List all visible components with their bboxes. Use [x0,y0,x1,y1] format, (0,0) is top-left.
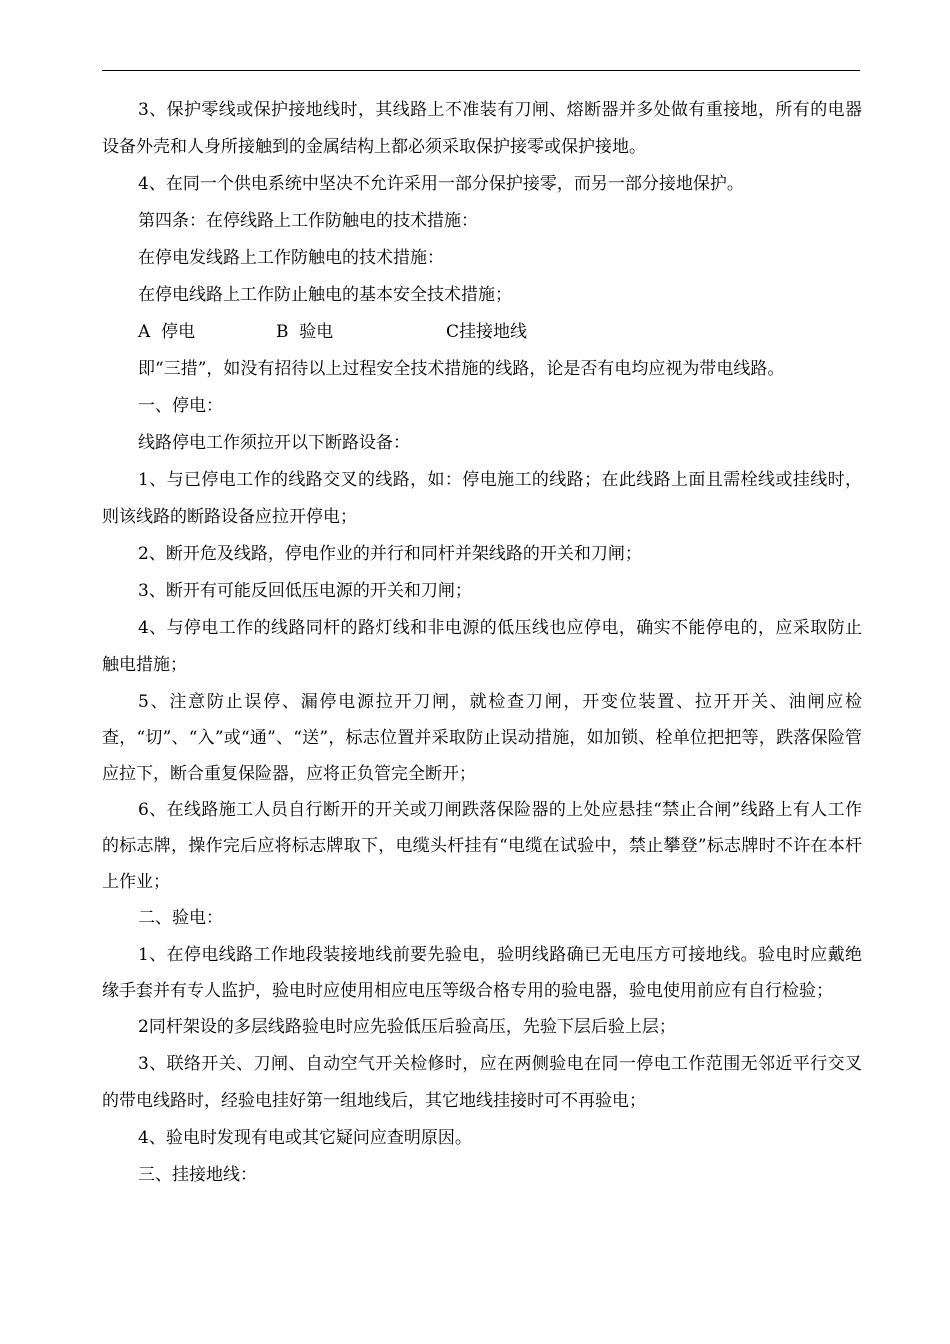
list-item: 3、联络开关、刀闸、自动空气开关检修时，应在两侧验电在同一停电工作范围无邻近平行交叉的带电线路时，经验电挂好第一组地线后，其它地线挂接时可不再验电； [102,1054,862,1111]
list-item: 4、与停电工作的线路同杆的路灯线和非电源的低压线也应停电，确实不能停电的，应采取防止触电措施； [102,618,862,675]
document-body [102,92,862,1194]
paragraph: 在停电线路上工作防止触电的基本安全技术措施； [138,285,512,305]
section-heading: 三、挂接地线： [138,1165,257,1185]
paragraph: 3、保护零线或保护接地线时，其线路上不准装有刀闸、熔断器并多处做有重接地，所有的电器设备外壳和人身所接触到的金属结构上都必须采取保护接零或保护接地。 [102,100,862,157]
option-b: B 验电 [276,322,334,342]
paragraph: 4、在同一个供电系统中坚决不允许采用一部分保护接零，而另一部分接地保护。 [138,174,744,194]
section-heading: 二、验电： [138,908,223,928]
header-rule [102,70,860,71]
paragraph: 在停电发线路上工作防触电的技术措施： [138,248,444,268]
list-item: 5、注意防止误停、漏停电源拉开刀闸，就检查刀闸，开变位装置、拉开开关、油闸应检查，“切”、“入”或“通”、“送”，标志位置并采取防止误动措施，如加锁、栓单位把把等，跌落保险管应拉下，断合重复保险器，应将正负管完全断开； [102,692,862,784]
list-item: 4、验电时发现有电或其它疑问应查明原因。 [138,1128,472,1148]
paragraph: 即“三措”，如没有招待以上过程安全技术措施的线路，论是否有电均应视为带电线路。 [138,359,785,379]
option-c: C挂接地线 [446,322,528,342]
list-item: 1、在停电线路工作地段装接地线前要先验电，验明线路确已无电压方可接地线。验电时应戴绝缘手套并有专人监护，验电时应使用相应电压等级合格专用的验电器，验电使用前应有自行检验； [102,945,862,1001]
option-a: A 停电 [138,322,196,342]
list-item: 3、断开有可能反回低压电源的开关和刀闸； [138,581,472,601]
paragraph: 线路停电工作须拉开以下断路设备： [138,433,410,453]
section-heading: 第四条：在停线路上工作防触电的技术措施： [138,211,478,231]
list-item: 2、断开危及线路，停电作业的并行和同杆并架线路的开关和刀闸； [138,544,642,564]
list-item: 1、与已停电工作的线路交叉的线路，如：停电施工的线路；在此线路上面且需栓线或挂线时，则该线路的断路设备应拉开停电； [102,470,862,527]
measure-options [102,314,862,351]
section-heading: 一、停电： [138,396,223,416]
list-item: 2同杆架设的多层线路验电时应先验低压后验高压，先验下层后验上层； [138,1017,676,1037]
list-item: 6、在线路施工人员自行断开的开关或刀闸跌落保险器的上处应悬挂“禁止合闸”线路上有人工作的标志牌，操作完后应将标志牌取下，电缆头杆挂有“电缆在试验中，禁止攀登”标志牌时不许在本杆上作业； [102,800,862,892]
